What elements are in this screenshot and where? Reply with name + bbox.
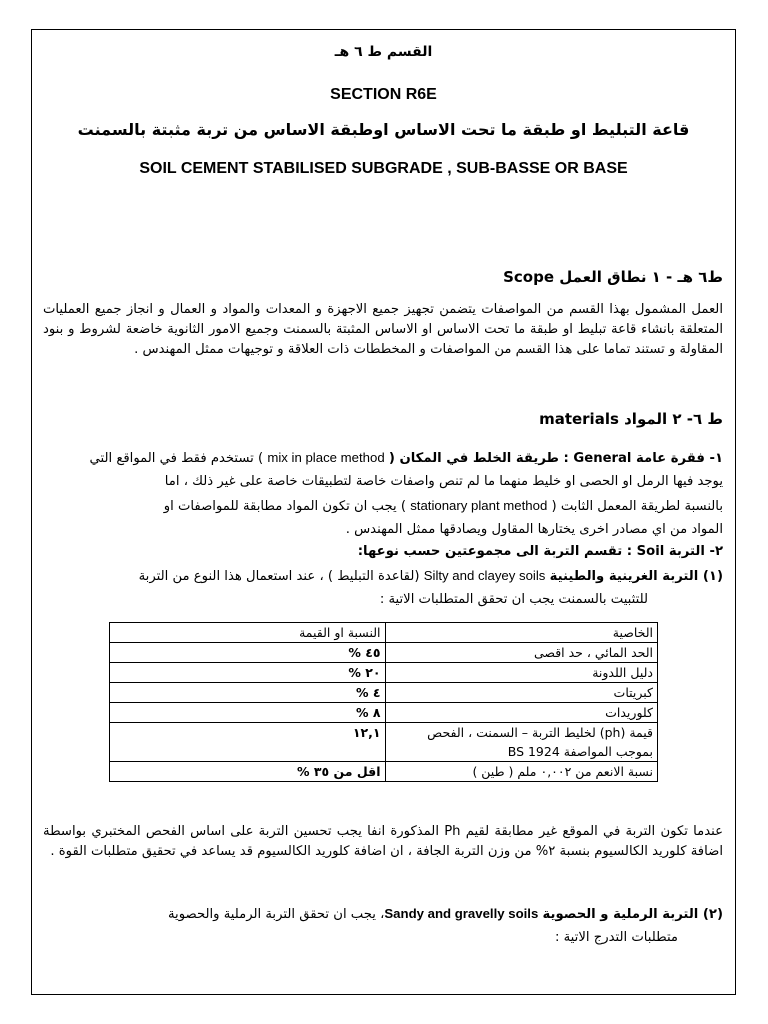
silty-clayey-term: Silty and clayey soils [423,568,546,583]
general-line-1 [90,448,724,469]
silty-clayey-line-1 [139,566,723,587]
scope-heading: ط٦ هـ - ١ نطاق العمل Scope [503,268,723,286]
property-cell: قيمة (ph) لخليط التربة – السمنت ، الفحص بموجب المواصفة BS 1924 [385,723,657,762]
silty-clayey-label: (١) التربة الغرينية والطينية [549,569,723,584]
value-cell: ١٢,١ [110,723,386,762]
table-row [110,723,658,762]
table-row [110,762,658,782]
section-number-ar: القسم ط ٦ هـ [334,44,433,60]
value-cell: اقل من ٣٥ % [110,762,386,782]
value-cell: ٤ % [110,683,386,703]
general-suffix: ) تستخدم فقط في المواقع التي [89,451,264,466]
value-cell: النسبة او القيمة [110,623,386,643]
property-cell: نسبة الانعم من ٠,٠٠٢ ملم ( طين ) [385,762,657,782]
property-cell: الخاصية [385,623,657,643]
table-header-row [110,623,658,643]
table-row [110,663,658,683]
ph-correction-paragraph: عندما تكون التربة في الموقع غير مطابقة لقيم Ph المذكورة انفا يجب تحسين التربة على اساس الفحص المختبري بواسطة اضافة كلوريد الكالسيوم بنسبة ٢% من وزن التربة الجافة ، ان اضافة كلوريد الكالسيوم قد يساعد في تحقيق متطلبات القوة . [43,824,723,859]
section-number-en: SECTION R6E [330,86,437,103]
value-cell: ٢٠ % [110,663,386,683]
section-title-ar: قاعة التبليط او طبقة ما تحت الاساس اوطبقة الاساس من تربة مثبتة بالسمنت [77,120,690,139]
value-cell: ٤٥ % [110,643,386,663]
section-title-en: SOIL CEMENT STABILISED SUBGRADE , SUB-BASSE OR BASE [139,160,628,177]
sandy-gravelly-line-1 [168,904,723,925]
stationary-prefix: بالنسبة لطريقة المعمل الثابت ( [551,499,723,514]
table-row [110,683,658,703]
stationary-suffix: ) يجب ان تكون المواد مطابقة للمواصفات او [163,499,406,514]
general-prefix: ١- فقرة عامة General : طريقة الخلط في المكان ( [388,451,723,466]
sandy-gravelly-line-2: متطلبات التدرج الاتية : [554,930,678,945]
mix-in-place-term: mix in place method [267,450,385,465]
materials-heading: ط ٦- ٢ المواد materials [539,410,723,428]
table-row [110,643,658,663]
silty-clayey-rest: (لقاعدة التبليط ) ، عند استعمال هذا النوع من التربة [138,569,420,584]
sandy-gravelly-term: Sandy and gravelly soils [384,906,539,921]
property-cell: الحد المائي ، حد اقصى [385,643,657,663]
soil-line-1: ٢- التربة Soil : تقسم التربة الى مجموعتين حسب نوعها: [357,544,723,559]
value-cell: ٨ % [110,703,386,723]
table-row [110,703,658,723]
general-line-3 [164,496,723,517]
sandy-gravelly-rest: ، يجب ان تحقق التربة الرملية والحصوية [167,907,385,922]
sandy-gravelly-label: (٢) التربة الرملية و الحصوية [542,907,723,922]
property-cell: كبريتات [385,683,657,703]
general-line-2: يوجد فيها الرمل او الحصى او خليط منهما ما لم تنص واصفات خاصة لتطبيقات خاصة على غير ذلك ، اما [164,474,723,489]
property-cell: كلوريدات [385,703,657,723]
soil-properties-table [109,622,658,782]
property-cell: دليل اللدونة [385,663,657,683]
scope-paragraph: العمل المشمول بهذا القسم من المواصفات يتضمن تجهيز جميع الاجهزة و المعدات والمواد و العمال و انجاز جميع العمليات المتعلقة بانشاء قاعة تبليط او طبقة ما تحت الاساس او الاساس المثبتة بالسمنت وجميع الامور الثانوية خاضعة لشروط و بنود المقاولة و تستند تماما على هذا القسم من المواصفات و المخططات ذات العلاقة و توجيهات ممثل المهندس . [43,302,723,357]
general-line-4: المواد من اي مصادر اخرى يختارها المقاول ويصادقها ممثل المهندس . [345,522,723,537]
silty-clayey-line-2: للتثبيت بالسمنت يجب ان تحقق المتطلبات الاتية : [379,592,648,607]
stationary-plant-term: stationary plant method [410,498,548,513]
